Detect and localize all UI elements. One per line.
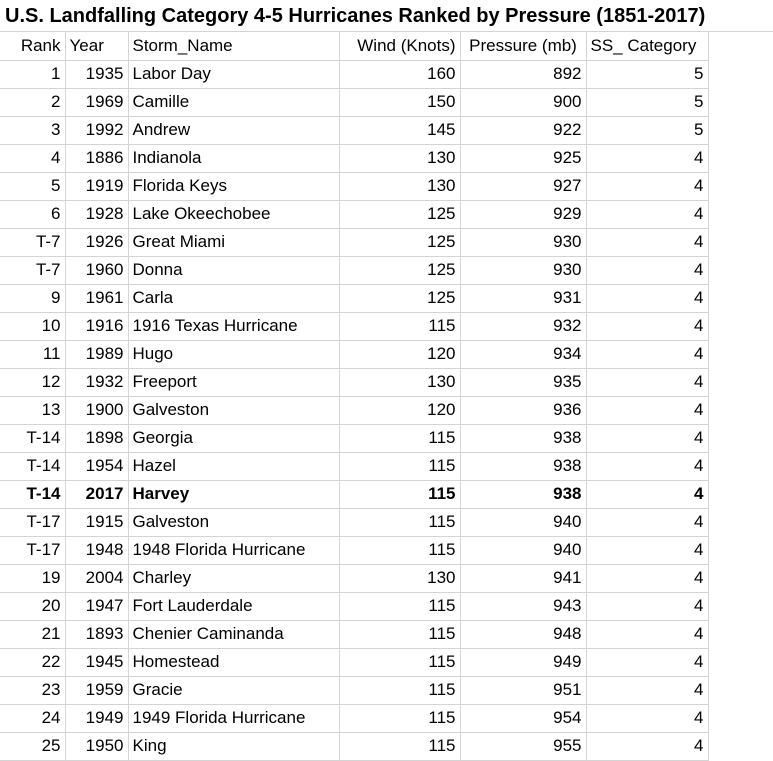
cell-year[interactable]: 1919 <box>65 172 128 200</box>
cell-wind[interactable]: 130 <box>339 172 460 200</box>
cell-storm-name[interactable]: Gracie <box>128 676 339 704</box>
cell-year[interactable]: 1950 <box>65 732 128 760</box>
cell-wind[interactable]: 130 <box>339 564 460 592</box>
table-row <box>0 424 708 452</box>
cell-rank[interactable]: 13 <box>0 396 65 424</box>
cell-rank[interactable]: 22 <box>0 648 65 676</box>
cell-storm-name[interactable]: Hazel <box>128 452 339 480</box>
cell-storm-name[interactable]: Camille <box>128 88 339 116</box>
cell-pressure[interactable]: 925 <box>460 144 586 172</box>
cell-wind[interactable]: 115 <box>339 424 460 452</box>
cell-year[interactable]: 1959 <box>65 676 128 704</box>
cell-pressure[interactable]: 934 <box>460 340 586 368</box>
cell-storm-name[interactable]: Harvey <box>128 480 339 508</box>
cell-pressure[interactable]: 941 <box>460 564 586 592</box>
cell-storm-name[interactable]: Galveston <box>128 396 339 424</box>
cell-category[interactable]: 4 <box>586 480 708 508</box>
cell-rank[interactable]: 24 <box>0 704 65 732</box>
cell-year[interactable]: 2017 <box>65 480 128 508</box>
cell-storm-name[interactable]: 1948 Florida Hurricane <box>128 536 339 564</box>
cell-rank[interactable]: T-7 <box>0 256 65 284</box>
cell-category[interactable]: 5 <box>586 88 708 116</box>
table-row <box>0 508 708 536</box>
cell-year[interactable]: 1961 <box>65 284 128 312</box>
cell-pressure[interactable]: 932 <box>460 312 586 340</box>
cell-category[interactable]: 4 <box>586 172 708 200</box>
header-pressure[interactable]: Pressure (mb) <box>460 32 586 60</box>
hurricane-table <box>0 32 709 761</box>
cell-rank[interactable]: 1 <box>0 60 65 88</box>
cell-rank[interactable]: 20 <box>0 592 65 620</box>
table-row <box>0 732 708 760</box>
cell-category[interactable]: 4 <box>586 368 708 396</box>
table-row <box>0 284 708 312</box>
cell-storm-name[interactable]: Lake Okeechobee <box>128 200 339 228</box>
cell-category[interactable]: 4 <box>586 536 708 564</box>
table-row <box>0 592 708 620</box>
cell-wind[interactable]: 130 <box>339 368 460 396</box>
cell-year[interactable]: 1893 <box>65 620 128 648</box>
cell-wind[interactable]: 120 <box>339 396 460 424</box>
cell-rank[interactable]: 25 <box>0 732 65 760</box>
table-row <box>0 88 708 116</box>
cell-category[interactable]: 4 <box>586 564 708 592</box>
cell-storm-name[interactable]: Carla <box>128 284 339 312</box>
cell-wind[interactable]: 115 <box>339 452 460 480</box>
cell-storm-name[interactable]: Chenier Caminanda <box>128 620 339 648</box>
cell-wind[interactable]: 115 <box>339 480 460 508</box>
header-row <box>0 32 708 60</box>
cell-year[interactable]: 1969 <box>65 88 128 116</box>
cell-category[interactable]: 4 <box>586 620 708 648</box>
cell-category[interactable]: 4 <box>586 340 708 368</box>
cell-rank[interactable]: 21 <box>0 620 65 648</box>
cell-rank[interactable]: T-14 <box>0 452 65 480</box>
cell-pressure[interactable]: 930 <box>460 256 586 284</box>
table-row <box>0 480 708 508</box>
cell-rank[interactable]: 10 <box>0 312 65 340</box>
cell-storm-name[interactable]: Galveston <box>128 508 339 536</box>
cell-rank[interactable]: 4 <box>0 144 65 172</box>
cell-pressure[interactable]: 955 <box>460 732 586 760</box>
cell-category[interactable]: 4 <box>586 144 708 172</box>
table-row <box>0 564 708 592</box>
table-row <box>0 116 708 144</box>
cell-pressure[interactable]: 922 <box>460 116 586 144</box>
cell-storm-name[interactable]: Florida Keys <box>128 172 339 200</box>
table-row <box>0 200 708 228</box>
cell-storm-name[interactable]: Homestead <box>128 648 339 676</box>
cell-pressure[interactable]: 948 <box>460 620 586 648</box>
cell-wind[interactable]: 115 <box>339 312 460 340</box>
cell-year[interactable]: 1992 <box>65 116 128 144</box>
cell-category[interactable]: 4 <box>586 704 708 732</box>
cell-storm-name[interactable]: Great Miami <box>128 228 339 256</box>
cell-year[interactable]: 1947 <box>65 592 128 620</box>
cell-pressure[interactable]: 927 <box>460 172 586 200</box>
cell-wind[interactable]: 125 <box>339 200 460 228</box>
cell-pressure[interactable]: 929 <box>460 200 586 228</box>
table-row <box>0 452 708 480</box>
table-row <box>0 172 708 200</box>
header-rank[interactable]: Rank <box>0 32 65 60</box>
table-row <box>0 704 708 732</box>
cell-pressure[interactable]: 940 <box>460 508 586 536</box>
cell-category[interactable]: 4 <box>586 256 708 284</box>
table-row <box>0 60 708 88</box>
cell-pressure[interactable]: 935 <box>460 368 586 396</box>
header-storm-name[interactable]: Storm_Name <box>128 32 339 60</box>
cell-storm-name[interactable]: Georgia <box>128 424 339 452</box>
cell-category[interactable]: 5 <box>586 60 708 88</box>
cell-year[interactable]: 1932 <box>65 368 128 396</box>
cell-category[interactable]: 5 <box>586 116 708 144</box>
cell-category[interactable]: 4 <box>586 508 708 536</box>
table-row <box>0 676 708 704</box>
cell-rank[interactable]: 3 <box>0 116 65 144</box>
cell-rank[interactable]: 19 <box>0 564 65 592</box>
cell-storm-name[interactable]: Indianola <box>128 144 339 172</box>
cell-storm-name[interactable]: King <box>128 732 339 760</box>
cell-rank[interactable]: T-7 <box>0 228 65 256</box>
cell-pressure[interactable]: 900 <box>460 88 586 116</box>
cell-wind[interactable]: 115 <box>339 536 460 564</box>
table-row <box>0 312 708 340</box>
cell-wind[interactable]: 125 <box>339 256 460 284</box>
cell-pressure[interactable]: 930 <box>460 228 586 256</box>
cell-category[interactable]: 4 <box>586 732 708 760</box>
cell-pressure[interactable]: 943 <box>460 592 586 620</box>
cell-wind[interactable]: 115 <box>339 732 460 760</box>
cell-wind[interactable]: 115 <box>339 704 460 732</box>
cell-storm-name[interactable]: Donna <box>128 256 339 284</box>
cell-wind[interactable]: 115 <box>339 676 460 704</box>
cell-pressure[interactable]: 954 <box>460 704 586 732</box>
cell-rank[interactable]: 2 <box>0 88 65 116</box>
cell-category[interactable]: 4 <box>586 452 708 480</box>
cell-pressure[interactable]: 951 <box>460 676 586 704</box>
cell-category[interactable]: 4 <box>586 676 708 704</box>
cell-year[interactable]: 1926 <box>65 228 128 256</box>
cell-wind[interactable]: 130 <box>339 144 460 172</box>
cell-rank[interactable]: T-14 <box>0 424 65 452</box>
cell-wind[interactable]: 125 <box>339 228 460 256</box>
cell-rank[interactable]: T-17 <box>0 508 65 536</box>
header-category[interactable]: SS_ Category <box>586 32 708 60</box>
cell-pressure[interactable]: 949 <box>460 648 586 676</box>
cell-category[interactable]: 4 <box>586 228 708 256</box>
cell-category[interactable]: 4 <box>586 396 708 424</box>
table-row <box>0 144 708 172</box>
cell-year[interactable]: 1900 <box>65 396 128 424</box>
table-row <box>0 368 708 396</box>
cell-year[interactable]: 1945 <box>65 648 128 676</box>
cell-year[interactable]: 1954 <box>65 452 128 480</box>
cell-year[interactable]: 1960 <box>65 256 128 284</box>
cell-wind[interactable]: 115 <box>339 508 460 536</box>
cell-wind[interactable]: 160 <box>339 60 460 88</box>
cell-rank[interactable]: 23 <box>0 676 65 704</box>
table-row <box>0 536 708 564</box>
cell-wind[interactable]: 120 <box>339 340 460 368</box>
table-body <box>0 60 708 760</box>
cell-wind[interactable]: 150 <box>339 88 460 116</box>
table-row <box>0 228 708 256</box>
cell-category[interactable]: 4 <box>586 284 708 312</box>
cell-rank[interactable]: 11 <box>0 340 65 368</box>
table-row <box>0 256 708 284</box>
cell-year[interactable]: 1916 <box>65 312 128 340</box>
cell-year[interactable]: 1898 <box>65 424 128 452</box>
cell-storm-name[interactable]: 1916 Texas Hurricane <box>128 312 339 340</box>
table-row <box>0 620 708 648</box>
cell-wind[interactable]: 115 <box>339 592 460 620</box>
header-year[interactable]: Year <box>65 32 128 60</box>
cell-storm-name[interactable]: Andrew <box>128 116 339 144</box>
cell-rank[interactable]: T-17 <box>0 536 65 564</box>
cell-pressure[interactable]: 940 <box>460 536 586 564</box>
cell-wind[interactable]: 115 <box>339 648 460 676</box>
cell-category[interactable]: 4 <box>586 312 708 340</box>
cell-category[interactable]: 4 <box>586 592 708 620</box>
cell-wind[interactable]: 145 <box>339 116 460 144</box>
cell-category[interactable]: 4 <box>586 200 708 228</box>
cell-pressure[interactable]: 892 <box>460 60 586 88</box>
cell-year[interactable]: 1935 <box>65 60 128 88</box>
cell-storm-name[interactable]: Hugo <box>128 340 339 368</box>
cell-year[interactable]: 1949 <box>65 704 128 732</box>
cell-category[interactable]: 4 <box>586 648 708 676</box>
cell-storm-name[interactable]: 1949 Florida Hurricane <box>128 704 339 732</box>
cell-pressure[interactable]: 938 <box>460 452 586 480</box>
cell-rank[interactable]: 6 <box>0 200 65 228</box>
cell-rank[interactable]: 9 <box>0 284 65 312</box>
header-wind[interactable]: Wind (Knots) <box>339 32 460 60</box>
cell-year[interactable]: 1915 <box>65 508 128 536</box>
cell-storm-name[interactable]: Labor Day <box>128 60 339 88</box>
cell-storm-name[interactable]: Fort Lauderdale <box>128 592 339 620</box>
cell-year[interactable]: 1928 <box>65 200 128 228</box>
cell-wind[interactable]: 115 <box>339 620 460 648</box>
cell-category[interactable]: 4 <box>586 424 708 452</box>
cell-storm-name[interactable]: Charley <box>128 564 339 592</box>
cell-year[interactable]: 1886 <box>65 144 128 172</box>
cell-rank[interactable]: T-14 <box>0 480 65 508</box>
cell-storm-name[interactable]: Freeport <box>128 368 339 396</box>
cell-rank[interactable]: 12 <box>0 368 65 396</box>
table-row <box>0 648 708 676</box>
cell-year[interactable]: 2004 <box>65 564 128 592</box>
cell-pressure[interactable]: 938 <box>460 424 586 452</box>
cell-pressure[interactable]: 938 <box>460 480 586 508</box>
cell-pressure[interactable]: 936 <box>460 396 586 424</box>
table-row <box>0 396 708 424</box>
table-row <box>0 340 708 368</box>
cell-pressure[interactable]: 931 <box>460 284 586 312</box>
cell-rank[interactable]: 5 <box>0 172 65 200</box>
sheet-title: U.S. Landfalling Category 4-5 Hurricanes Ranked by Pressure (1851-2017) <box>0 0 773 32</box>
cell-wind[interactable]: 125 <box>339 284 460 312</box>
cell-year[interactable]: 1989 <box>65 340 128 368</box>
cell-year[interactable]: 1948 <box>65 536 128 564</box>
